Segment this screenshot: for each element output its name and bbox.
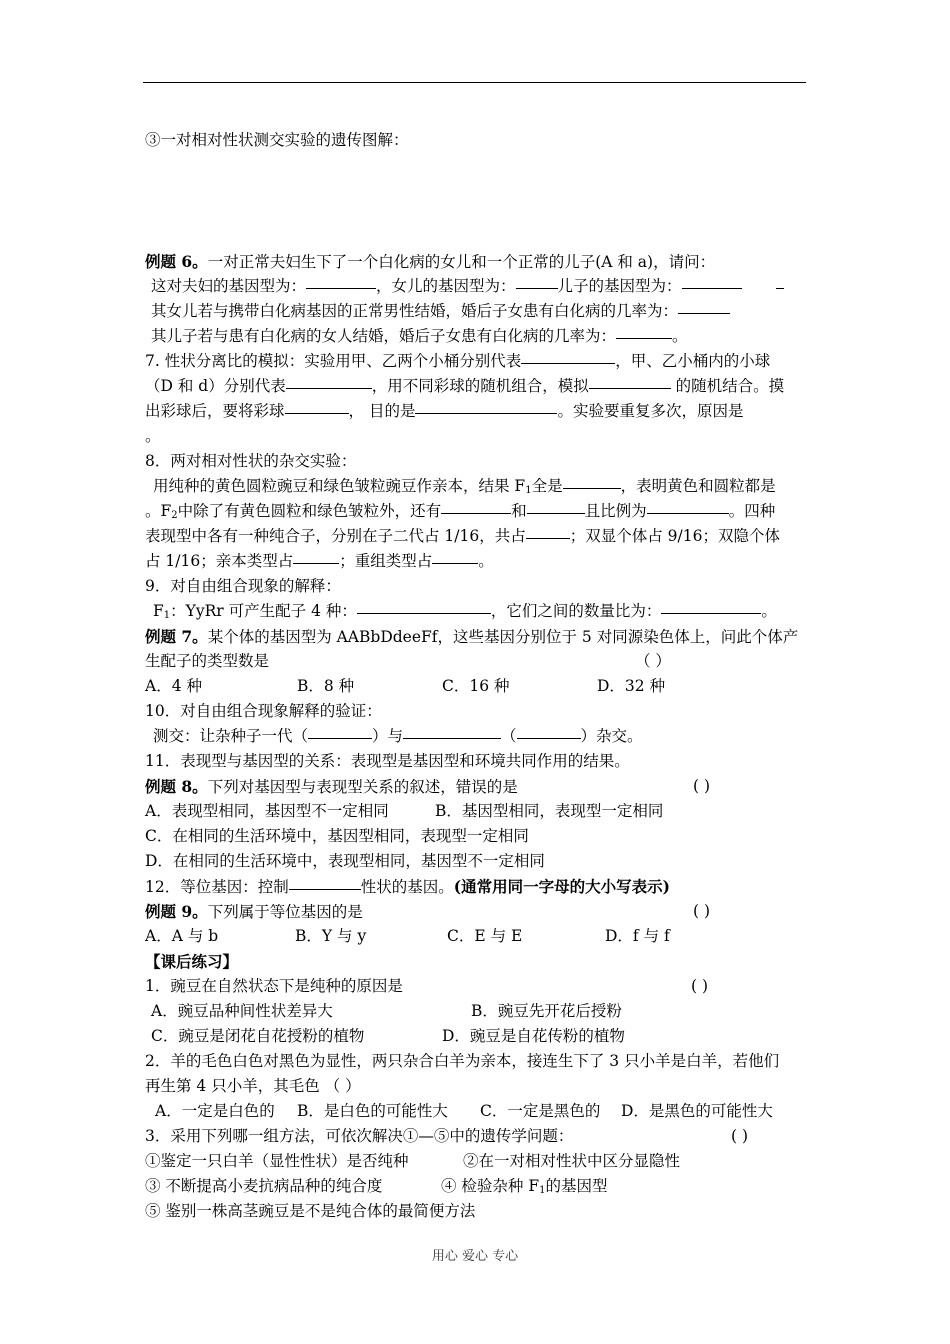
text: 全是	[531, 477, 563, 495]
header-rule	[143, 82, 806, 83]
text: ，表明黄色和圆粒都是	[620, 477, 776, 495]
text: ；重组类型占	[339, 552, 433, 570]
text: 下列属于等位基因的是	[207, 903, 363, 921]
text: 。实验要重复多次，原因是	[557, 402, 744, 420]
text: ， 目的是	[348, 402, 416, 420]
blank	[403, 737, 501, 739]
text-line	[145, 524, 780, 549]
text: ，甲、乙小桶内的小球	[615, 352, 771, 370]
text: 。F	[145, 502, 172, 520]
blank	[286, 387, 372, 389]
text: 11．表现型与基因型的关系：表现型是基因型和环境共同作用的结果。	[145, 752, 630, 770]
example-label: 例题 6。	[145, 252, 208, 271]
blank	[682, 287, 742, 289]
option-c: C．豌豆是闭花自花授粉的植物	[151, 1027, 365, 1045]
option-a: A．表现型相同，基因型不一定相同	[145, 802, 389, 820]
text: 儿子的基因型为：	[557, 277, 682, 295]
text: 下列对基因型与表现型关系的叙述，错误的是	[207, 778, 518, 796]
text: ①鉴定一只白羊（显性性状）是否纯种	[145, 1152, 409, 1170]
text: 的基因型	[545, 1177, 608, 1195]
blank	[289, 888, 361, 890]
subscript: 1	[163, 610, 171, 621]
question-1	[145, 974, 403, 999]
blank	[441, 512, 511, 514]
option-d: D．是黑色的可能性大	[621, 1102, 773, 1120]
option-a: A．豌豆品种间性状差异大	[151, 1002, 333, 1020]
answer-paren: ( )	[693, 777, 711, 795]
text: 1．豌豆在自然状态下是纯种的原因是	[145, 977, 403, 995]
text: 10．对自由组合现象解释的验证：	[145, 702, 382, 720]
text-line	[145, 399, 743, 424]
text-line	[145, 1199, 475, 1224]
text-line	[145, 649, 269, 674]
text: 生配子的类型数是	[145, 652, 270, 670]
blank	[357, 612, 491, 614]
text-line	[145, 1074, 361, 1099]
text: ，用不同彩球的随机组合，模拟	[371, 377, 589, 395]
text: 出彩球后，要将彩球	[145, 402, 285, 420]
option-b: B．Y 与 y	[295, 927, 367, 945]
text-line	[463, 1149, 680, 1174]
blank	[308, 737, 372, 739]
text-line	[153, 724, 643, 749]
question-3	[145, 1124, 573, 1149]
text-line	[145, 374, 784, 399]
question-2	[145, 1049, 779, 1074]
text: ⑤ 鉴别一株高茎豌豆是不是纯合体的最简便方法	[145, 1202, 476, 1220]
text: 。	[672, 327, 688, 345]
option-d: D．32 种	[597, 677, 666, 695]
text: 且比例为	[584, 502, 647, 520]
text: ）杂交。	[580, 727, 643, 745]
option-b: B．豌豆先开花后授粉	[471, 1002, 622, 1020]
text: 。	[478, 552, 494, 570]
text: ：YyRr 可产生配子 4 种：	[170, 602, 357, 620]
text: ；双显个体占 9/16；双隐个体	[569, 527, 780, 545]
text-line	[145, 1174, 382, 1199]
text: （D 和 d）分别代表	[145, 377, 286, 395]
example-7	[145, 624, 798, 650]
text-line	[145, 574, 341, 599]
answer-paren: （ ）	[635, 652, 671, 670]
option-c: C．E 与 E	[447, 927, 523, 945]
text: ，它们之间的数量比为：	[490, 602, 662, 620]
text: 用纯种的黄色圆粒豌豆和绿色皱粒豌豆作亲本，结果 F	[153, 477, 526, 495]
text-line	[145, 874, 670, 900]
text-line	[145, 749, 630, 774]
blank	[678, 312, 730, 314]
blank	[661, 612, 761, 614]
option-b: B．是白色的可能性大	[297, 1102, 448, 1120]
blank	[432, 562, 478, 564]
text: ，女儿的基因型为：	[376, 277, 516, 295]
text-line	[145, 699, 382, 724]
subscript: 1	[539, 1185, 546, 1196]
text: 某个体的基因型为 AABbDdeeFf，这些基因分别位于 5 对同源染色体上，问此个体产	[207, 628, 799, 646]
subscript: 1	[525, 485, 532, 496]
answer-paren: ( )	[691, 977, 709, 995]
text: 其儿子若与患有白化病的女人结婚，婚后子女患有白化病的几率为：	[151, 327, 617, 345]
option-d: D．豌豆是自花传粉的植物	[442, 1027, 625, 1045]
blank	[516, 287, 558, 289]
text: 其女儿若与携带白化病基因的正常男性结婚，婚后子女患有白化病的几率为：	[151, 302, 679, 320]
bold-note: (通常用同一字母的大小写表示)	[453, 877, 670, 896]
text: ）与	[372, 727, 404, 745]
example-label: 例题 8。	[145, 777, 208, 796]
blank	[776, 287, 784, 289]
text: 8．两对相对性状的杂交实验：	[145, 452, 357, 470]
text: 。	[145, 427, 161, 445]
text-line	[151, 324, 688, 349]
blank	[589, 387, 671, 389]
blank	[527, 512, 585, 514]
text: ③一对相对性状测交实验的遗传图解：	[145, 131, 409, 149]
text: 测交：让杂种子一代（	[153, 727, 309, 745]
option-c: C．16 种	[442, 677, 510, 695]
blank	[306, 287, 376, 289]
text: 表现型中各有一种纯合子，分别在子二代占 1/16，共占	[145, 527, 526, 545]
answer-paren: ( )	[693, 902, 711, 920]
text: 7. 性状分离比的模拟：实验用甲、乙两个小桶分别代表	[145, 352, 522, 370]
option-a: A．4 种	[145, 677, 202, 695]
blank	[616, 337, 672, 339]
example-label: 例题 7。	[145, 627, 208, 646]
blank	[521, 362, 615, 364]
example-6	[145, 249, 715, 275]
option-a: A．A 与 b	[145, 927, 219, 945]
text: 。	[761, 602, 777, 620]
text: 一对正常夫妇生下了一个白化病的女儿和一个正常的儿子(A 和 a)，请问：	[207, 253, 716, 271]
text-line	[145, 128, 409, 153]
text: 占 1/16；亲本类型占	[145, 552, 294, 570]
text: 中除了有黄色圆粒和绿色皱粒外，还有	[177, 502, 442, 520]
option-d: D．在相同的生活环境中，表现型相同，基因型不一定相同	[145, 852, 545, 870]
text: 和	[511, 502, 527, 520]
option-b: B．8 种	[297, 677, 355, 695]
text: 再生第 4 只小羊，其毛色 （ ）	[145, 1077, 361, 1095]
blank	[517, 737, 581, 739]
text-line	[145, 424, 161, 449]
blank	[647, 512, 729, 514]
text: 。四种	[728, 502, 776, 520]
text: 性状的基因。	[360, 878, 454, 896]
option-c: C．在相同的生活环境中，基因型相同，表现型一定相同	[145, 827, 529, 845]
text-line	[151, 274, 784, 299]
text: F	[153, 602, 164, 620]
example-label: 例题 9。	[145, 902, 208, 921]
text: ③ 不断提高小麦抗病品种的纯合度	[145, 1177, 383, 1195]
blank	[526, 537, 570, 539]
text-line	[145, 449, 356, 474]
text: 2．羊的毛色白色对黑色为显性，两只杂合白羊为亲本，接连生下了 3 只小羊是白羊，若他们	[145, 1052, 780, 1070]
option-b: B．基因型相同，表现型一定相同	[435, 802, 664, 820]
text: 的随机结合。摸	[670, 377, 785, 395]
example-9	[145, 899, 363, 925]
text: ④ 检验杂种 F	[441, 1177, 540, 1195]
option-c: C．一定是黑色的	[480, 1102, 601, 1120]
blank	[293, 562, 339, 564]
text-line	[151, 299, 730, 324]
text-line	[145, 349, 770, 374]
section-heading: 【课后练习】	[145, 952, 239, 971]
page-footer: 用心 爱心 专心	[431, 1249, 519, 1264]
text: 3．采用下列哪一组方法，可依次解决①—⑤中的遗传学问题：	[145, 1127, 574, 1145]
answer-paren: ( )	[731, 1127, 749, 1145]
text: ②在一对相对性状中区分显隐性	[463, 1152, 681, 1170]
text: （	[501, 727, 517, 745]
subscript: 2	[171, 510, 178, 521]
blank	[415, 412, 557, 414]
blank	[285, 412, 349, 414]
blank	[563, 487, 621, 489]
option-d: D．f 与 f	[605, 927, 670, 945]
example-8	[145, 774, 518, 800]
text-line	[145, 549, 494, 574]
option-a: A．一定是白色的	[155, 1102, 275, 1120]
text-line	[145, 1149, 409, 1174]
text: 这对夫妇的基因型为：	[151, 277, 307, 295]
text: 12．等位基因：控制	[145, 878, 289, 896]
text: 9．对自由组合现象的解释：	[145, 577, 341, 595]
